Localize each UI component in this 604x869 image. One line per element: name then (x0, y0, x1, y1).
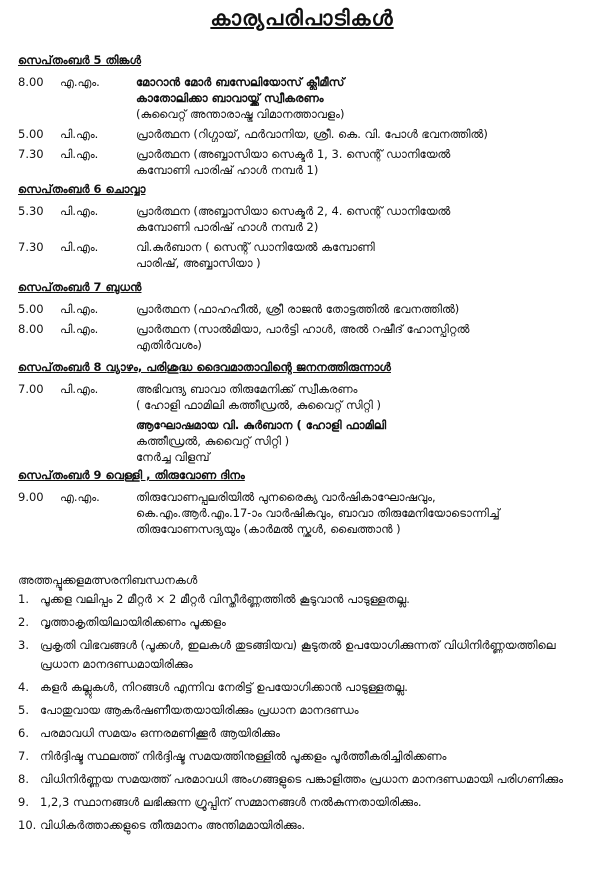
event-row (18, 397, 588, 413)
day-heading: സെപ്‌തംബർ 7 ബുധൻ (18, 280, 142, 294)
event-row (18, 433, 588, 449)
event-row (18, 521, 588, 537)
rule-item (18, 613, 588, 632)
rules-title: അത്തപ്പൂക്കളമത്സരനിബന്ധനകൾ (18, 573, 198, 587)
event-row (18, 337, 588, 353)
rule-number: 3. (18, 638, 29, 652)
event-row (18, 381, 588, 397)
event-row (18, 219, 588, 235)
rule-text: 1,2,3 സ്ഥാനങ്ങൾ ലഭിക്കുന്ന ഗ്രൂപ്പിന് സമ്മാനങ്ങൾ നൽകുന്നതായിരിക്കും. (40, 795, 422, 809)
rule-number: 7. (18, 749, 29, 763)
rules-list (18, 590, 588, 835)
event-ampm: എ.എം. (60, 75, 100, 89)
event-text: പാരിഷ്, അബ്ബാസിയാ ) (136, 256, 261, 270)
rule-item (18, 747, 588, 766)
rule-text: വിധിനിർണ്ണയ സമയത്ത് പരമാവധി അംഗങ്ങളുടെ പങ്കാളിത്തം പ്രധാന മാനദണ്ഡമായി പരിഗണിക്കും (40, 772, 564, 786)
day-heading: സെപ്‌തംബർ 6 ചൊവ്വാ (18, 182, 146, 196)
event-text: വി.കുർബാന ( സെന്റ് ഡാനിയേൽ കമ്പോണി (136, 240, 375, 254)
event-time: 8.00 (18, 322, 44, 336)
rule-item (18, 816, 588, 835)
rule-item (18, 793, 588, 812)
event-text: പ്രാർത്ഥന (ഫാഹഹീൽ, ശ്രീ രാജൻ തോട്ടത്തിൽ ഭവനത്തിൽ) (136, 302, 460, 316)
event-ampm: പി.എം. (60, 322, 99, 336)
rule-text: നിർദ്ദിഷ്ട സ്ഥലത്ത് നിർദ്ദിഷ്ട സമയത്തിനുള്ളിൽ പൂക്കളം പൂർത്തീകരിച്ചിരിക്കണം (40, 749, 447, 763)
rule-item (18, 770, 588, 789)
event-ampm: എ.എം. (60, 490, 100, 504)
event-time: 5.30 (18, 204, 44, 218)
event-text: കമ്പോണി പാരിഷ് ഹാൾ നമ്പർ 1) (136, 163, 319, 177)
event-text: കെ.എം.ആർ.എം.17-ാം വാർഷികവും, ബാവാ തിരുമേനിയോടൊന്നിച്ച് (136, 506, 500, 520)
rule-number: 5. (18, 703, 29, 717)
event-text: തിരുവോണപ്പുലരിയിൽ പുനരൈക്യ വാർഷികാഘോഷവും, (136, 490, 436, 504)
event-text: എതിർവശം) (136, 338, 202, 352)
event-row (18, 239, 588, 255)
rule-text: പോതുവായ ആകർഷണീയതയായിരിക്കും പ്രധാന മാനദണ്ഡം (40, 703, 359, 717)
event-time: 7.30 (18, 240, 44, 254)
event-text: ആഘോഷമായ വി. കുർബാന ( ഹോളി ഫാമിലി (136, 418, 387, 432)
event-ampm: പി.എം. (60, 204, 99, 218)
day-section (18, 467, 588, 537)
page-title: കാര്യപരിപാടികൾ (210, 6, 394, 30)
event-text: മോറാൻ മോർ ബസേലിയോസ് ക്ലീമീസ് (136, 75, 345, 89)
event-row (18, 203, 588, 219)
event-row (18, 417, 588, 433)
rule-item (18, 590, 588, 609)
event-text: അഭിവന്ദ്യ ബാവാ തിരുമേനിക്ക് സ്വീകരണം (136, 382, 358, 396)
rule-item (18, 678, 588, 697)
event-text: ( ഹോളി ഫാമിലി കത്തീഡ്രൽ, കുവൈറ്റ് സിറ്റി ) (136, 398, 381, 412)
rule-text: പ്രകൃതി വിഭവങ്ങൾ (പൂക്കൾ, ഇലകൾ തുടങ്ങിയവ) കൂടുതൽ ഉപയോഗിക്കുന്നത് വിധിനിർണ്ണയത്തിലെ പ്രധാന മാനദണ്ഡമായിരിക്കും (40, 638, 556, 671)
event-row (18, 449, 588, 465)
event-ampm: പി.എം. (60, 302, 99, 316)
event-row (18, 146, 588, 162)
event-ampm: പി.എം. (60, 240, 99, 254)
rule-item (18, 636, 588, 674)
event-row (18, 74, 588, 90)
event-row (18, 321, 588, 337)
event-time: 7.30 (18, 147, 44, 161)
day-section (18, 181, 588, 271)
rule-text: പരമാവധി സമയം ഒന്നരമണിക്കൂർ ആയിരിക്കും (40, 726, 280, 740)
event-text: പ്രാർത്ഥന (അബ്ബാസിയാ സെക്ടർ 1, 3. സെന്റ് ഡാനിയേൽ (136, 147, 451, 161)
event-time: 5.00 (18, 302, 44, 316)
day-heading: സെപ്‌തംബർ 9 വെള്ളി , തിരുവോണ ദിനം (18, 468, 245, 482)
day-section (18, 279, 588, 353)
rule-number: 1. (18, 592, 29, 606)
event-ampm: പി.എം. (60, 382, 99, 396)
event-time: 7.00 (18, 382, 44, 396)
rule-number: 4. (18, 680, 29, 694)
rules-section (18, 570, 588, 839)
event-text: പ്രാർത്ഥന (റിഗ്ഗായ്, ഫർവാനിയ, ശ്രീ. കെ. വി. പോൾ ഭവനത്തിൽ) (136, 127, 488, 141)
rule-item (18, 701, 588, 720)
rule-item (18, 724, 588, 743)
event-ampm: പി.എം. (60, 127, 99, 141)
rule-number: 2. (18, 615, 29, 629)
event-row (18, 126, 588, 142)
rule-text: വൃത്താകൃതിയിലായിരിക്കണം പൂക്കളം (40, 615, 226, 629)
rule-number: 10. (18, 818, 37, 832)
event-text: കമ്പോണി പാരിഷ് ഹാൾ നമ്പർ 2) (136, 220, 319, 234)
rule-number: 9. (18, 795, 29, 809)
rule-number: 6. (18, 726, 29, 740)
event-text: പ്രാർത്ഥന (അബ്ബാസിയാ സെക്ടർ 2, 4. സെന്റ് ഡാനിയേൽ (136, 204, 451, 218)
event-row (18, 90, 588, 106)
day-section (18, 52, 588, 178)
event-text: പ്രാർത്ഥന (സാൽമിയാ, പാർട്ടി ഹാൾ, അൽ റഷീദ് ഹോസ്പിറ്റൽ (136, 322, 470, 336)
event-text: കാതോലിക്കാ ബാവായ്ക്ക് സ്വീകരണം (136, 91, 324, 105)
event-time: 9.00 (18, 490, 44, 504)
event-text: കത്തീഡ്രൽ, കുവൈറ്റ് സിറ്റി ) (136, 434, 290, 448)
event-row (18, 301, 588, 317)
day-heading: സെപ്‌തംബർ 5 തിങ്കൾ (18, 53, 142, 67)
event-row (18, 489, 588, 505)
event-row (18, 162, 588, 178)
event-text: (കുവൈറ്റ് അന്താരാഷ്ട്ര വിമാനത്താവളം) (136, 107, 345, 121)
event-text: തിരുവോണസദ്യയും (കാർമൽ സ്കൂൾ, ഖൈത്താൻ ) (136, 522, 401, 536)
event-row (18, 505, 588, 521)
day-section (18, 359, 588, 465)
event-row (18, 106, 588, 122)
rule-text: പൂക്കള വലിപ്പം 2 മീറ്റർ × 2 മീറ്റർ വിസ്തീർണ്ണത്തിൽ കൂടുവാൻ പാടുള്ളതല്ല. (40, 592, 410, 606)
rule-text: കളർ കല്ലുകൾ, നിറങ്ങൾ എന്നിവ നേരിട്ട് ഉപയോഗിക്കാൻ പാടുള്ളതല്ല. (40, 680, 408, 694)
event-text: നേർച്ച വിളമ്പ് (136, 450, 210, 464)
event-row (18, 255, 588, 271)
event-time: 5.00 (18, 127, 44, 141)
day-heading: സെപ്‌തംബർ 8 വ്യാഴം, പരിശുദ്ധ ദൈവമാതാവിന്റെ ജനനത്തിരുന്നാൾ (18, 360, 391, 374)
event-ampm: പി.എം. (60, 147, 99, 161)
event-time: 8.00 (18, 75, 44, 89)
rule-number: 8. (18, 772, 29, 786)
rule-text: വിധികർത്താക്കളുടെ തീരുമാനം അന്തിമമായിരിക്കും. (40, 818, 306, 832)
